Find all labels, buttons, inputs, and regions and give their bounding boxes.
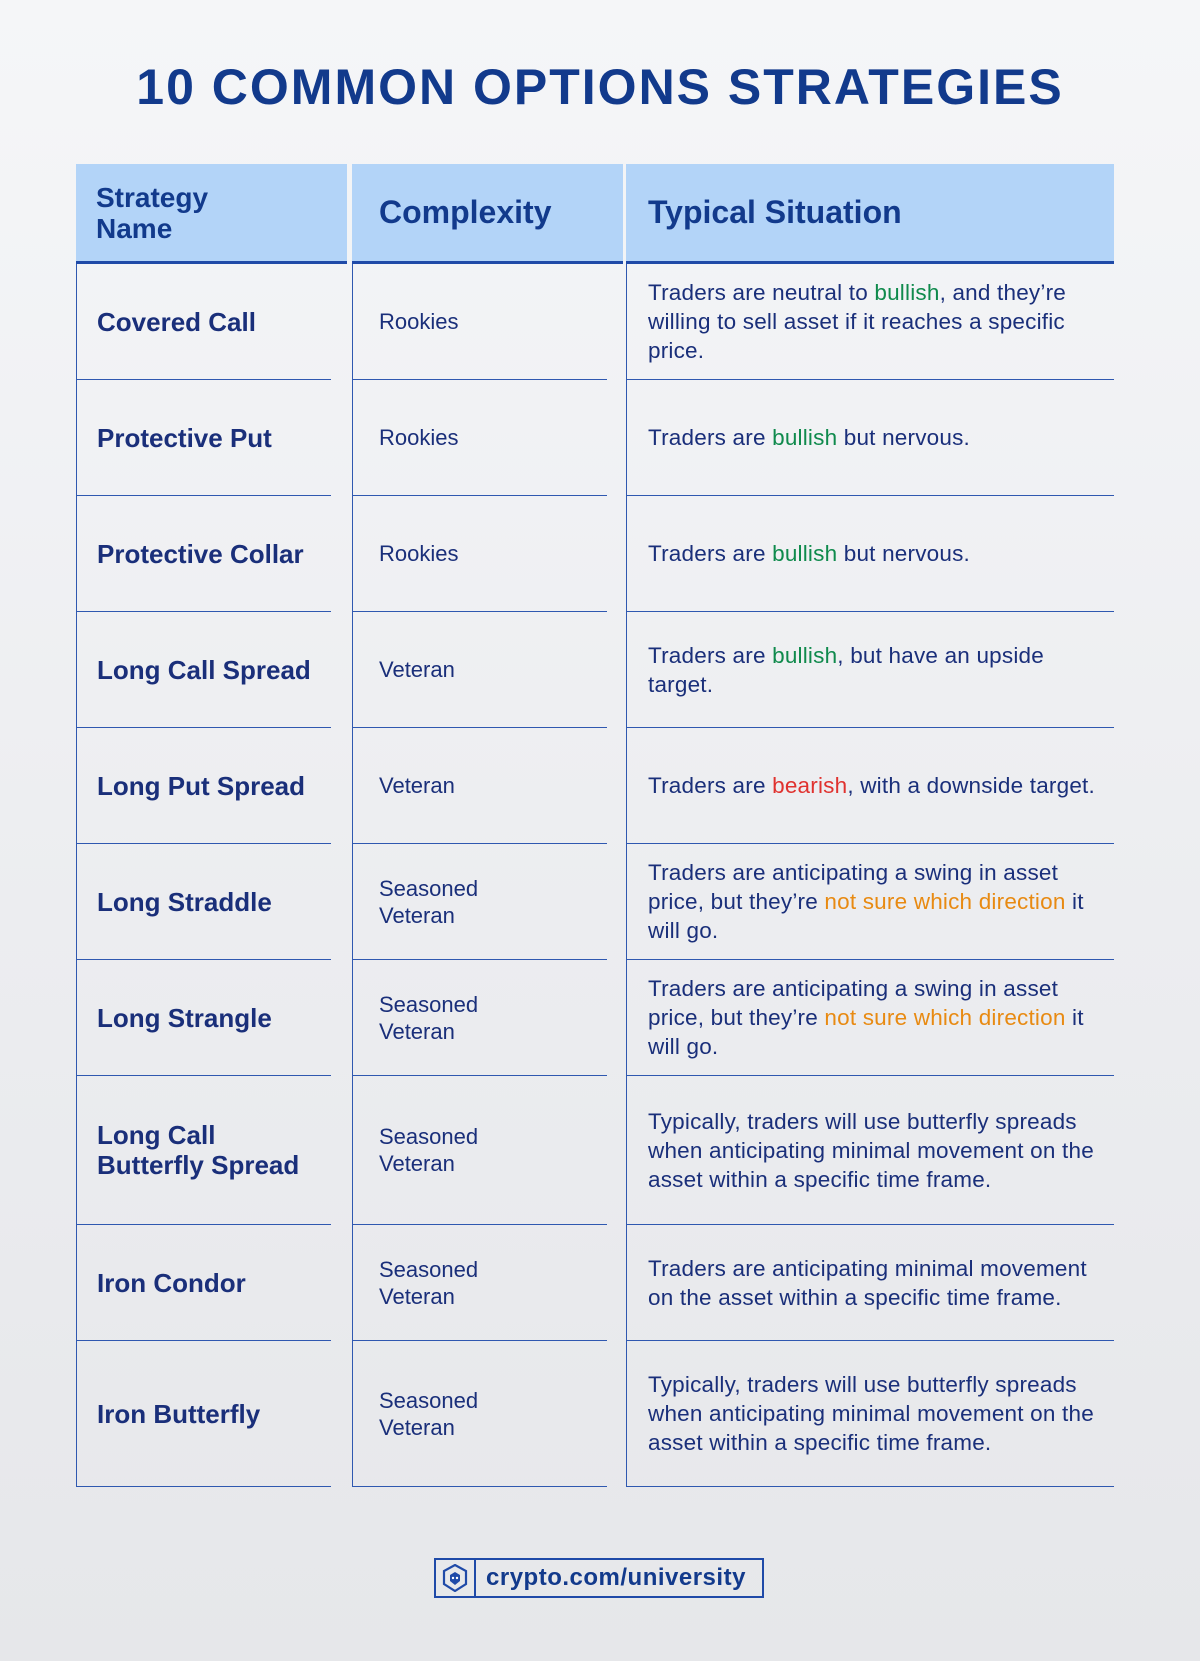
situation-text — [648, 278, 1102, 365]
situation-segment: Traders are — [648, 425, 773, 450]
table-row-complexity — [352, 1341, 607, 1487]
complexity-text: Seasoned Veteran — [379, 991, 479, 1044]
situation-text — [648, 858, 1102, 945]
situation-text — [648, 1107, 1102, 1194]
strategy-name-text: Protective Collar — [97, 538, 304, 569]
footer-url[interactable]: crypto.com/university — [486, 1564, 746, 1591]
table-row-complexity — [352, 380, 607, 496]
situation-segment: Traders are — [648, 773, 773, 798]
table-row-situation — [626, 728, 1114, 844]
situation-segment: it will go. — [648, 889, 1084, 943]
strategy-name-text: Long Put Spread — [97, 770, 305, 801]
situation-segment: Traders are — [648, 642, 773, 668]
situation-segment: Traders are anticipating a swing in asset price, but they’re — [648, 860, 1059, 914]
situation-segment: Traders are anticipating minimal movement on the asset within a specific time frame. — [648, 1255, 1087, 1310]
situation-segment: , with a downside target. — [847, 773, 1095, 798]
highlight-green: bullish — [772, 541, 838, 566]
situation-text — [648, 539, 970, 568]
strategy-name-text: Long Call Butterfly Spread — [97, 1120, 300, 1180]
table-row-complexity — [352, 960, 607, 1076]
situation-text — [648, 641, 1102, 699]
complexity-text: Rookies — [379, 425, 459, 450]
table-row-situation — [626, 1076, 1114, 1225]
strategy-name-column — [76, 164, 347, 1487]
situation-text — [648, 974, 1102, 1061]
table-row-situation — [626, 960, 1114, 1076]
strategy-name-text: Long Straddle — [97, 886, 272, 917]
table-row-situation — [626, 844, 1114, 960]
complexity-text: Seasoned Veteran — [379, 1256, 479, 1309]
situation-segment: , but have an upside target. — [648, 642, 1044, 697]
complexity-text: Seasoned Veteran — [379, 1124, 479, 1176]
situation-segment: Traders are neutral to — [648, 280, 875, 305]
table-row-strategy-name — [76, 264, 331, 380]
complexity-text: Rookies — [379, 309, 459, 334]
situation-segment: Typically, traders will use butterfly spreads when anticipating minimal movement on the asset within a specific time frame. — [648, 1108, 1094, 1192]
table-row-strategy-name — [76, 844, 331, 960]
strategy-name-text: Iron Butterfly — [97, 1398, 261, 1429]
table-row-complexity — [352, 728, 607, 844]
situation-segment: it will go. — [648, 1005, 1084, 1059]
complexity-text: Rookies — [379, 541, 459, 566]
table-row-strategy-name — [76, 728, 331, 844]
table-row-complexity — [352, 264, 607, 380]
table-row-strategy-name — [76, 960, 331, 1076]
table-row-situation — [626, 1225, 1114, 1341]
highlight-red: bearish — [772, 773, 848, 798]
footer-badge[interactable] — [434, 1558, 764, 1598]
situation-segment: but nervous. — [837, 425, 970, 450]
table-row-strategy-name — [76, 1076, 331, 1225]
situation-segment: , and they’re willing to sell asset if it reaches a specific price. — [648, 280, 1066, 363]
strategy-name-text: Covered Call — [97, 306, 256, 337]
header-strategy-name: Strategy Name — [76, 164, 347, 264]
strategy-name-text: Iron Condor — [97, 1267, 246, 1298]
table-row-complexity — [352, 844, 607, 960]
table-row-strategy-name — [76, 612, 331, 728]
table-row-complexity — [352, 1225, 607, 1341]
header-complexity: Complexity — [352, 164, 623, 264]
situation-text — [648, 423, 970, 452]
complexity-column — [352, 164, 623, 1487]
situation-text — [648, 1370, 1102, 1457]
situation-segment: Traders are anticipating a swing in asset price, but they’re — [648, 976, 1059, 1030]
complexity-text: Veteran — [379, 773, 455, 798]
situation-segment: Traders are — [648, 541, 773, 566]
table-row-strategy-name — [76, 1341, 331, 1487]
table-row-situation — [626, 380, 1114, 496]
table-row-situation — [626, 264, 1114, 380]
header-typical-situation: Typical Situation — [626, 164, 1114, 264]
complexity-text: Seasoned Veteran — [379, 1387, 479, 1440]
table-row-complexity — [352, 1076, 607, 1225]
situation-segment: but nervous. — [837, 541, 970, 566]
highlight-orange: not sure which direction — [824, 1005, 1066, 1030]
strategy-name-text: Long Call Spread — [97, 654, 311, 685]
complexity-text: Veteran — [379, 657, 455, 682]
typical-situation-column — [626, 164, 1114, 1487]
table-row-complexity — [352, 612, 607, 728]
strategy-name-text: Long Strangle — [97, 1002, 272, 1033]
table-row-strategy-name — [76, 380, 331, 496]
page-title: 10 COMMON OPTIONS STRATEGIES — [136, 59, 1064, 115]
situation-text — [648, 771, 1095, 800]
situation-text — [648, 1254, 1102, 1312]
highlight-green: bullish — [772, 425, 838, 450]
table-row-situation — [626, 1341, 1114, 1487]
highlight-orange: not sure which direction — [824, 889, 1066, 914]
strategy-name-text: Protective Put — [97, 422, 272, 453]
table-row-strategy-name — [76, 496, 331, 612]
crypto-logo-icon — [436, 1560, 476, 1596]
highlight-green: bullish — [874, 280, 940, 305]
highlight-green: bullish — [772, 642, 838, 668]
situation-segment: Typically, traders will use butterfly spreads when anticipating minimal movement on the asset within a specific time frame. — [648, 1372, 1094, 1455]
table-row-strategy-name — [76, 1225, 331, 1341]
table-row-complexity — [352, 496, 607, 612]
table-row-situation — [626, 496, 1114, 612]
table-row-situation — [626, 612, 1114, 728]
complexity-text: Seasoned Veteran — [379, 875, 479, 928]
